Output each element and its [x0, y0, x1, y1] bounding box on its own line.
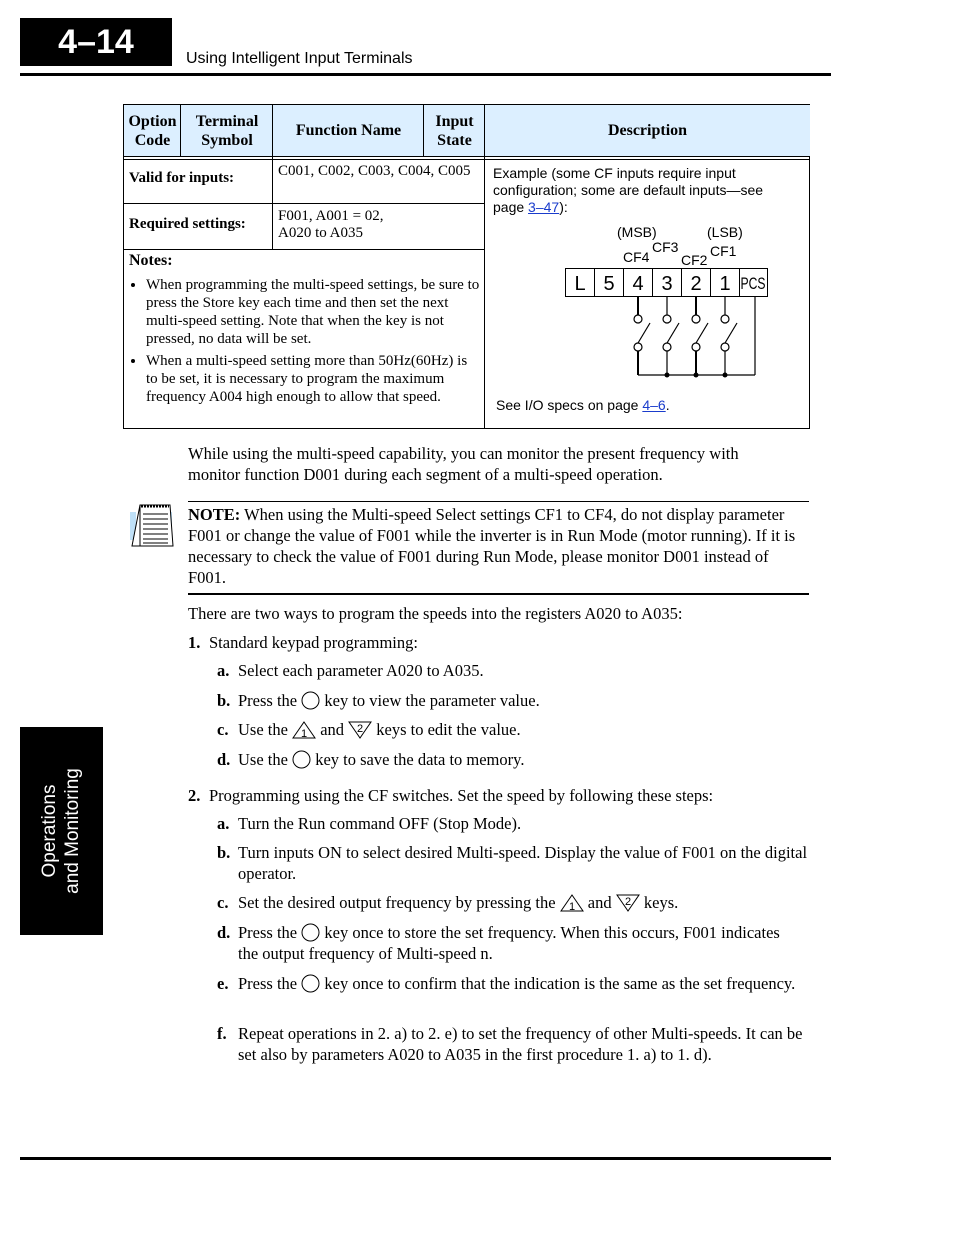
side-tab-label: Operations and Monitoring: [39, 768, 83, 894]
svg-text:2: 2: [624, 896, 631, 908]
store-key-icon: [292, 750, 311, 769]
page-number: 4–14: [20, 18, 172, 66]
step-1b: b. Press the key to view the parameter value.: [217, 691, 540, 710]
step-2b: b. Turn inputs ON to select desired Multi-speed. Display the value of F001 on the digital operator.: [217, 843, 808, 883]
note-bottom-rule: [188, 593, 809, 595]
step-1: 1. Standard keypad programming:: [188, 633, 418, 652]
lsb-label: (LSB): [707, 224, 743, 240]
required-settings-value: F001, A001 = 02, A020 to A035: [278, 208, 384, 241]
paragraph-two-ways: There are two ways to program the speeds into the registers A020 to A035:: [188, 604, 683, 623]
store-key-icon: [301, 974, 320, 993]
note-text: NOTE: When using the Multi-speed Select settings CF1 to CF4, do not display parameter F001 or change the value of F001 while the inverter is in Run Mode (motor running). If it is necessary to check the value of F001 during Run Mode, please monitor D001 instead of F001.: [188, 505, 796, 587]
wiring-diagram: [485, 159, 810, 399]
valid-inputs-label: Valid for inputs:: [129, 170, 235, 186]
cf2-label: CF2: [681, 252, 708, 268]
cf3-label: CF3: [652, 239, 679, 255]
step-2c: c. Set the desired output frequency by pressing the 1 and 2 keys.: [217, 893, 679, 912]
header-description: Description: [485, 105, 810, 156]
terminal-l: L: [574, 273, 586, 295]
step-1a: a. Select each parameter A020 to A035.: [217, 661, 484, 680]
header-rule: [20, 73, 831, 76]
cf4-label: CF4: [623, 249, 650, 265]
note-item: • When programming the multi-speed settings, be sure to press the Store key each time and then set the next multi-speed setting. Note that when the key is not pressed, no data will be set.: [146, 276, 480, 348]
terminal-1: 1: [719, 273, 731, 295]
step-2d: d. Press the key once to store the set frequency. When this occurs, F001 indicates the output frequency of Multi-speed n.: [217, 923, 780, 963]
page-link-4-6[interactable]: 4–6: [642, 397, 666, 413]
notepad-icon: [128, 502, 176, 550]
header-function-name: Function Name: [273, 105, 424, 156]
paragraph-monitor: While using the multi-speed capability, you can monitor the present frequency with monitor function D001 during each segment of a multi-speed operation.: [188, 444, 739, 484]
down-key-icon: [348, 721, 372, 739]
terminal-4: 4: [632, 273, 644, 295]
note-top-rule: [188, 501, 809, 502]
cf1-label: CF1: [710, 243, 737, 259]
step-2: 2. Programming using the CF switches. Set the speed by following these steps:: [188, 786, 714, 805]
io-specs-text: See I/O specs on page 4–6.: [496, 397, 670, 413]
msb-label: (MSB): [617, 224, 657, 240]
required-settings-label: Required settings:: [129, 216, 246, 232]
svg-text:1: 1: [301, 728, 308, 739]
down-key-icon: [616, 894, 640, 912]
terminal-pcs: PCS: [740, 274, 766, 293]
step-1c: c. Use the 1 and 2 keys to edit the value.: [217, 720, 521, 739]
terminal-2: 2: [690, 273, 702, 295]
function-table: [123, 104, 810, 429]
step-2a: a. Turn the Run command OFF (Stop Mode).: [217, 814, 522, 833]
step-2e: e. Press the key once to confirm that the indication is the same as the set frequency.: [217, 974, 796, 993]
terminal-5: 5: [603, 273, 615, 295]
valid-inputs-value: C001, C002, C003, C004, C005: [278, 163, 471, 179]
terminal-3: 3: [661, 273, 673, 295]
section-title: Using Intelligent Input Terminals: [186, 50, 413, 67]
header-option-code: Option Code: [124, 105, 181, 156]
note-item: • When a multi-speed setting more than 50Hz(60Hz) is to be set, it is necessary to program the maximum frequency A004 high enough to allow that speed.: [146, 352, 480, 406]
notes-label: Notes:: [129, 252, 173, 269]
page-link-3-47[interactable]: 3–47: [528, 199, 560, 215]
header-input-state: Input State: [424, 105, 485, 156]
up-key-icon: [292, 721, 316, 739]
footer-rule: [20, 1157, 831, 1160]
func-key-icon: [301, 691, 320, 710]
header-terminal-symbol: Terminal Symbol: [181, 105, 273, 156]
step-2f: f. Repeat operations in 2. a) to 2. e) to set the frequency of other Multi-speeds. It can be set also by parameters A020 to A035 in the first procedure 1. a) to 1. d).: [217, 1024, 803, 1064]
up-key-icon: [560, 894, 584, 912]
store-key-icon: [301, 923, 320, 942]
svg-text:1: 1: [568, 901, 575, 912]
svg-text:2: 2: [357, 723, 364, 735]
description-text: Example (some CF inputs require input configuration; some are default inputs—see page 3–47):: [493, 165, 764, 215]
step-1d: d. Use the key to save the data to memory.: [217, 750, 525, 769]
